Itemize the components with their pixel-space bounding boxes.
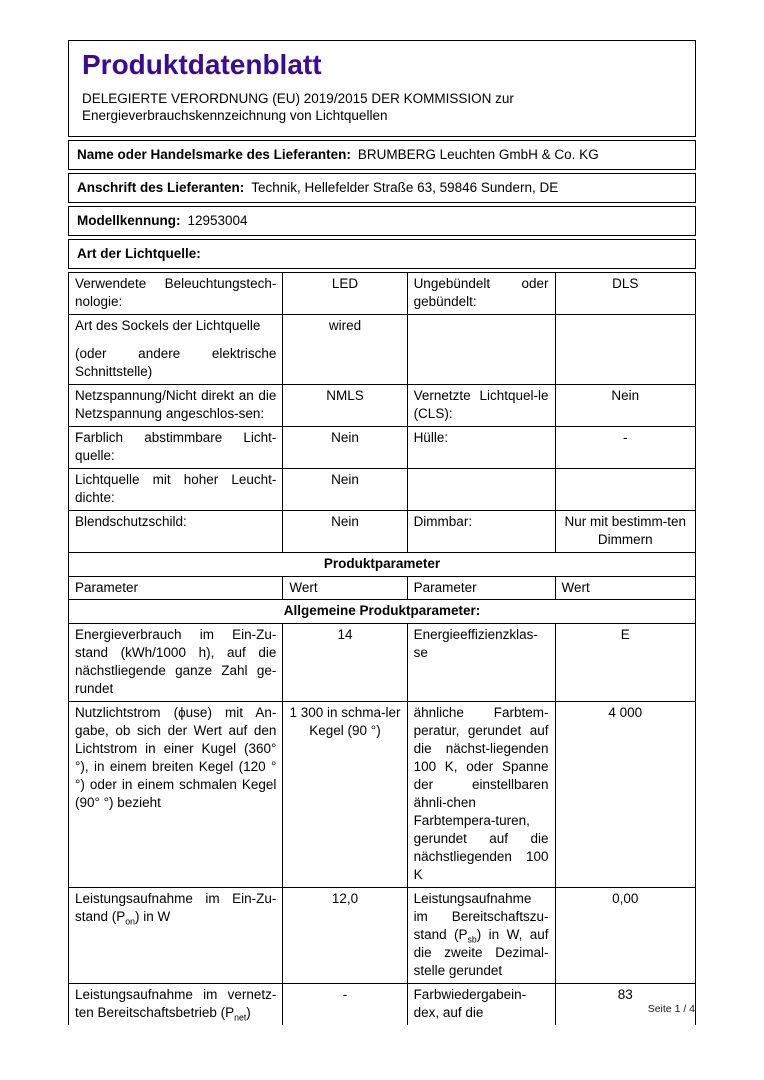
param-value-cell: E [555,624,695,702]
param-label-cell: Lichtquelle mit hoher Leucht-dichte: [69,469,283,511]
param-value-cell: 14 [283,624,407,702]
document-body [68,40,696,1025]
param-label-cell: Leistungsaufnahme im vernetz-ten Bereitschaftsbetrieb $(P_{net})$ [69,984,283,1026]
param-value-cell: Nur mit bestimm-ten Dimmern [555,511,695,553]
param-label-cell: Energieeffizienzklas-se [407,624,555,702]
table-row [69,427,696,469]
light-source-type-label: Art der Lichtquelle: [77,246,201,261]
model-id-value: 12953004 [187,213,248,228]
param-value-cell: 4 000 [555,702,695,888]
param-label-cell [407,315,555,385]
param-value-cell: wired [283,315,407,385]
table-row [69,702,696,888]
param-value-cell: 0,00 [555,888,695,984]
table-row-cut-by-page-break [69,984,696,1026]
param-value-cell: Nein [283,427,407,469]
title-section [68,40,696,137]
param-label-cell: Leistungsaufnahme im Bereitschaftszu-stand $(P_{sb})$ in W, auf die zweite Dezimal-stelle gerundet [407,888,555,984]
regulation-subtitle [82,90,682,124]
supplier-name-value: BRUMBERG Leuchten GmbH & Co. KG [357,147,599,162]
subtitle-line-1: DELEGIERTE VERORDNUNG (EU) 2019/2015 DER KOMMISSION zur [82,91,514,106]
param-label-paragraph: (oder andere elektrische Schnittstelle) [75,346,277,379]
table-row [69,469,696,511]
supplier-address-label: Anschrift des Lieferanten: [77,180,245,195]
param-label-cell [69,315,283,385]
param-value-cell: 12,0 [283,888,407,984]
param-value-cell: Nein [283,511,407,553]
column-header-cell: Parameter [407,577,555,600]
section-header-allgemeine: Allgemeine Produktparameter: [69,600,696,624]
table-row [69,273,696,315]
parameters-table [68,272,696,1025]
param-value-cell: Nein [555,385,695,427]
table-row [69,888,696,984]
table-row [69,577,696,600]
supplier-name-row [68,140,696,170]
param-value-cell: NMLS [283,385,407,427]
supplier-address-value: Technik, Hellefelder Straße 63, 59846 Sundern, DE [251,180,559,195]
table-row [69,553,696,577]
param-value-cell: LED [283,273,407,315]
subtitle-line-2: Energieverbrauchskennzeichnung von Lichtquellen [82,108,388,123]
param-label-cell: ähnliche Farbtem-peratur, gerundet auf die nächst-liegenden 100 K, oder Spanne der einstellbaren ähnli-chen Farbtempera-turen, gerundet auf die nächstliegenden 100 K [407,702,555,888]
table-row [69,385,696,427]
param-value-cell: DLS [555,273,695,315]
param-label-cell: Nutzlichtstrom (ϕuse) mit An-gabe, ob sich der Wert auf den Lichtstrom in einer Kugel (360° °), in einem breiten Kegel (120 °°) oder in einem schmalen Kegel (90° °) bezieht [69,702,283,888]
param-value-cell: 1 300 in schma-ler Kegel (90 °) [283,702,407,888]
param-value-cell [555,315,695,385]
section-header-produktparameter: Produktparameter [69,553,696,577]
column-header-cell: Parameter [69,577,283,600]
param-value-cell: Nein [283,469,407,511]
table-row [69,600,696,624]
param-value-cell: - [283,984,407,1026]
table-row [69,511,696,553]
model-id-label: Modellkennung: [77,213,181,228]
column-header-cell: Wert [283,577,407,600]
param-label-cell: Energieverbrauch im Ein-Zu-stand (kWh/1000 h), auf die nächstliegende ganze Zahl ge-rundet [69,624,283,702]
param-label-cell: Dimmbar: [407,511,555,553]
param-label-cell: Blendschutzschild: [69,511,283,553]
param-label-cell: Verwendete Beleuchtungstech-nologie: [69,273,283,315]
param-value-cell: 83 [555,984,695,1026]
param-label-cell: Farblich abstimmbare Licht-quelle: [69,427,283,469]
param-label-cell: Netzspannung/Nicht direkt an die Netzspannung angeschlos-sen: [69,385,283,427]
param-label-cell: Leistungsaufnahme im Ein-Zu-stand $(P_{on})$ in W [69,888,283,984]
table-row [69,624,696,702]
supplier-name-label: Name oder Handelsmarke des Lieferanten: [77,147,351,162]
param-label-cell: Hülle: [407,427,555,469]
model-id-row [68,206,696,236]
page-title: Produktdatenblatt [82,49,322,80]
param-label-cell: Ungebündelt oder gebündelt: [407,273,555,315]
param-value-cell [555,469,695,511]
param-label-cell: Farbwiedergabein-dex, auf die [407,984,555,1026]
supplier-address-row [68,173,696,203]
light-source-type-header [68,239,696,269]
param-label-paragraph: Art des Sockels der Lichtquelle [75,318,261,333]
param-label-cell [407,469,555,511]
table-row [69,315,696,385]
param-label-cell: Vernetzte Lichtquel-le (CLS): [407,385,555,427]
column-header-cell: Wert [555,577,695,600]
page-number: Seite 1 / 4 [647,1003,695,1015]
param-value-cell: - [555,427,695,469]
